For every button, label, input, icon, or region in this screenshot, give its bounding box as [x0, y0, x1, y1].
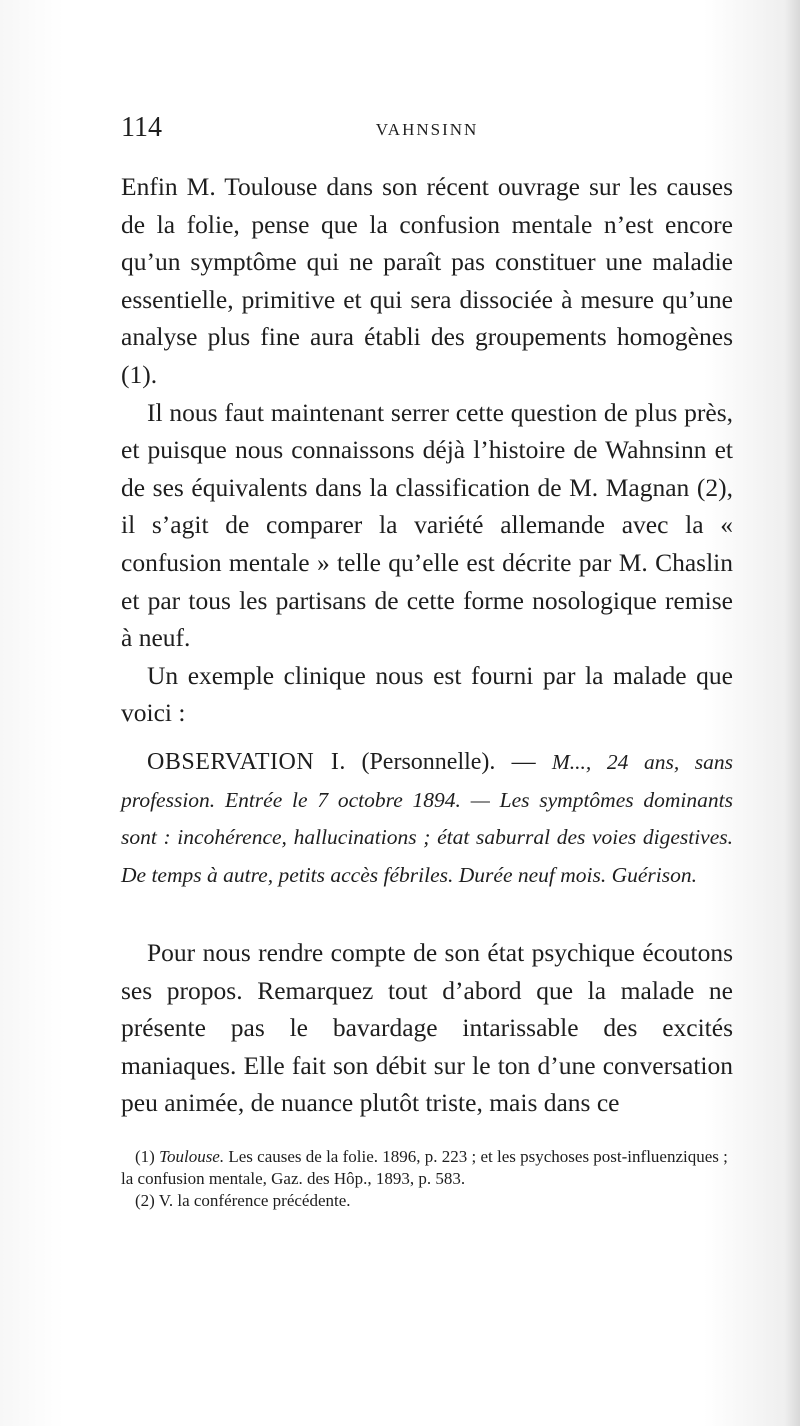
footnote-2 [121, 1190, 733, 1212]
paragraph-1: Enfin M. Toulouse dans son récent ouvrage sur les causes de la folie, pense que la confusion mentale n’est encore qu’un symptôme qui ne paraît pas constituer une maladie essentielle, primitive et qui sera dissociée à mesure qu’une analyse plus fine aura établi des groupements homogènes (1). [121, 172, 733, 389]
paragraph-4: Pour nous rendre compte de son état psychique écoutons ses propos. Remarquez tout d’abord que la malade ne présente pas le bavardage intarissable des excités maniaques. Elle fait son débit sur le ton d’une conversation peu animée, de nuance plutôt triste, mais dans ce [121, 938, 733, 1118]
observation-block [121, 744, 733, 894]
page-edge-shadow [784, 0, 800, 1426]
footnote-1-text: Les causes de la folie. 1896, p. 223 ; et les psychoses post-influenziques ; la confusion mentale, Gaz. des Hôp., 1893, p. 583. [121, 1147, 728, 1188]
footnote-1 [121, 1146, 733, 1190]
footnote-1-author: Toulouse. [159, 1147, 225, 1166]
footnote-2-text: V. la conférence précédente. [154, 1191, 351, 1210]
observation-paragraph [121, 744, 733, 894]
observation-qualifier: (Personnelle). [361, 749, 496, 775]
observation-heading: OBSERVATION I. [147, 749, 346, 775]
main-text-continued [121, 934, 733, 1122]
observation-text: M..., 24 ans, sans profession. Entrée le 7 octobre 1894. — Les symptômes dominants sont : incohérence, hallucinations ; état saburral des voies digestives. De temps à autre, petits accès fébriles. Durée neuf mois. Guérison. [121, 750, 734, 887]
footnote-2-marker: (2) [135, 1191, 155, 1210]
paragraph-2: Il nous faut maintenant serrer cette question de plus près, et puisque nous connaissons déjà l’histoire de Wahnsinn et de ses équivalents dans la classification de M. Magnan (2), il s’agit de comparer la variété allemande avec la « confusion mentale » telle qu’elle est décrite par M. Chaslin et par tous les partisans de cette forme nosologique remise à neuf. [121, 397, 733, 653]
paragraph-3: Un exemple clinique nous est fourni par la malade que voici : [121, 660, 733, 728]
page-number: 114 [121, 112, 162, 143]
observation-dash: — [495, 749, 552, 775]
page-header [121, 112, 733, 148]
footnotes [121, 1146, 733, 1212]
running-head: VAHNSINN [375, 120, 479, 139]
footnote-1-marker: (1) [135, 1147, 155, 1166]
main-text [121, 168, 733, 732]
